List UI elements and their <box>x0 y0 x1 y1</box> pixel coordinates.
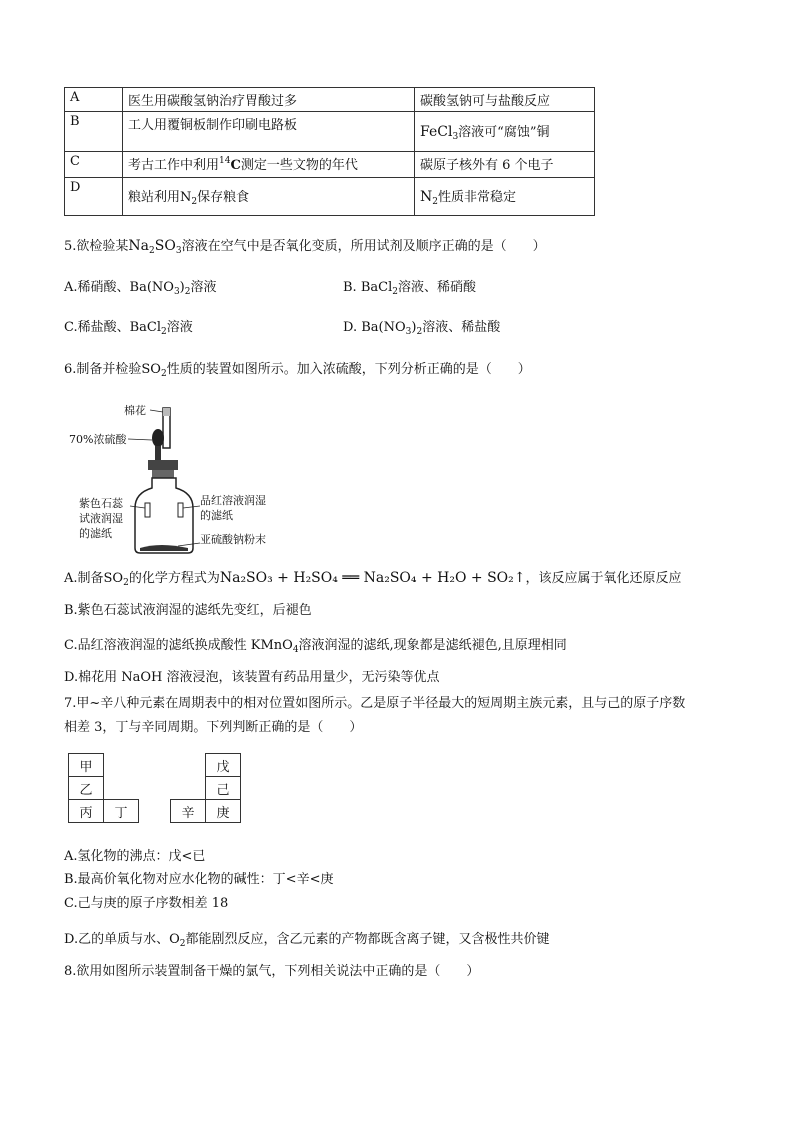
subscript: 3 <box>405 327 412 337</box>
option-text: C.品红溶液润湿的滤纸换成酸性 KMnO <box>64 638 293 653</box>
q7-option-d[interactable] <box>64 931 550 953</box>
row-label: D <box>65 178 123 216</box>
q7-option-c[interactable]: C.己与庚的原子序数相差 18 <box>64 896 229 911</box>
table-row <box>65 112 595 152</box>
subscript: 2 <box>416 327 423 337</box>
q6-option-b[interactable]: B.紫色石蕊试液润湿的滤纸先变红，后褪色 <box>64 603 312 618</box>
empty-cell <box>104 777 139 800</box>
q6-stem <box>64 361 531 383</box>
q5-option-a[interactable] <box>64 279 217 301</box>
subscript: 2 <box>123 578 129 588</box>
row-label: B <box>65 112 123 152</box>
table-row <box>65 152 595 178</box>
label-line: 紫色石蕊 <box>79 497 123 510</box>
option-text: A.稀硝酸、Ba(NO <box>64 280 174 295</box>
row-reason <box>415 112 595 152</box>
leader-line <box>150 410 163 412</box>
litmus-paper <box>145 503 150 517</box>
option-text: A.制备SO <box>64 571 124 586</box>
subscript: 2 <box>392 287 398 297</box>
row-reason <box>415 178 595 216</box>
q5-stem <box>64 237 546 260</box>
q8-stem: 8.欲用如图所示装置制备干燥的氯气，下列相关说法中正确的是（ ） <box>64 964 480 979</box>
q7-option-a[interactable]: A.氢化物的沸点：戊<已 <box>64 849 206 864</box>
row-label: A <box>65 88 123 112</box>
leader-line <box>130 506 145 508</box>
periodic-table-right <box>170 753 241 823</box>
cell-ji: 己 <box>206 777 241 800</box>
empty-cell <box>104 754 139 777</box>
option-text: ，该反应属于氧化还原反应 <box>525 571 682 586</box>
option-text: ) <box>411 320 417 335</box>
action-text: 保存粮食 <box>197 190 250 205</box>
q5-option-b[interactable] <box>343 279 476 301</box>
q6-option-a[interactable] <box>64 569 682 592</box>
fig-label-cotton: 棉花 <box>124 404 146 417</box>
superscript: 14 <box>219 156 231 166</box>
option-text: D.乙的单质与水、O <box>64 932 180 947</box>
label-line: 的滤纸 <box>79 527 112 540</box>
dropper-bulb <box>152 429 164 447</box>
subscript: 3 <box>173 287 180 297</box>
fig-label-powder: 亚硫酸钠粉末 <box>200 533 266 546</box>
option-text: D. Ba(NO <box>343 320 406 335</box>
subscript: 2 <box>432 197 438 207</box>
chem-formula: Na <box>128 238 150 254</box>
q7-stem-line1: 7.甲~辛八种元素在周期表中的相对位置如图所示。乙是原子半径最大的短周期主族元素，且与己的原子序数 <box>64 696 686 711</box>
fig-label-litmus <box>79 496 123 541</box>
subscript: 2 <box>160 369 167 379</box>
option-text: 都能剧烈反应，含乙元素的产物都既含离子键，又含极性共价键 <box>185 932 550 947</box>
action-text: 粮站利用N <box>128 190 192 205</box>
label-line: 的滤纸 <box>200 509 233 522</box>
cell-geng: 庚 <box>206 800 241 823</box>
option-text: ) <box>179 280 185 295</box>
label-line: 试液润湿 <box>79 512 123 525</box>
q6-option-d[interactable]: D.棉花用 NaOH 溶液浸泡，该装置有药品用量少，无污染等优点 <box>64 670 440 685</box>
cell-ding: 丁 <box>104 800 139 823</box>
row-reason: 碳酸氢钠可与盐酸反应 <box>415 88 595 112</box>
cell-xin: 辛 <box>171 800 206 823</box>
option-text: 溶液润湿的滤纸,现象都是滤纸褪色,且原理相同 <box>298 638 567 653</box>
subscript: 2 <box>184 287 191 297</box>
option-text: 的化学方程式为 <box>128 571 220 586</box>
cell-yi: 乙 <box>69 777 104 800</box>
row-action: 医生用碳酸氢钠治疗胃酸过多 <box>123 88 415 112</box>
option-text: 溶液、稀硝酸 <box>397 280 476 295</box>
cell-wu: 戊 <box>206 754 241 777</box>
stopper-neck <box>152 470 174 478</box>
row-reason: 碳原子核外有 6 个电子 <box>415 152 595 178</box>
stem-text: 溶液在空气中是否氧化变质，所用试剂及顺序正确的是（ ） <box>181 239 546 254</box>
option-text: 溶液 <box>166 320 193 335</box>
stopper <box>148 460 178 470</box>
option-text: 溶液 <box>190 280 217 295</box>
leader-line <box>178 543 200 546</box>
subscript: 2 <box>191 197 198 207</box>
q7-option-b[interactable]: B.最高价氧化物对应水化物的碱性：丁<辛<庚 <box>64 872 334 887</box>
chem-equation: Na₂SO₃ + H₂SO₄ ══ Na₂SO₄ + H₂O + SO₂↑ <box>219 570 526 586</box>
action-text: 测定一些文物的年代 <box>240 158 358 173</box>
chem-formula: N <box>420 189 433 205</box>
cell-jia: 甲 <box>69 754 104 777</box>
subscript: 3 <box>175 246 182 256</box>
q4-table <box>64 87 595 216</box>
fig-label-magenta <box>200 493 266 523</box>
stem-text: 6.制备并检验SO <box>64 362 161 377</box>
action-text: 考古工作中利用 <box>128 158 220 173</box>
label-line: 品红溶液润湿 <box>200 494 266 507</box>
row-action <box>123 152 415 178</box>
q5-option-c[interactable] <box>64 319 193 341</box>
cotton-plug <box>163 408 170 416</box>
subscript: 4 <box>292 645 299 655</box>
chem-formula: FeCl <box>420 124 453 140</box>
subscript: 2 <box>161 327 167 337</box>
subscript: 2 <box>149 246 155 256</box>
row-action <box>123 178 415 216</box>
periodic-table-left <box>68 753 139 823</box>
stem-text: 5.欲检验某 <box>64 239 129 254</box>
row-action: 工人用覆铜板制作印刷电路板 <box>123 112 415 152</box>
magenta-paper <box>178 503 183 517</box>
leader-line <box>183 506 200 508</box>
q6-option-c[interactable] <box>64 637 567 659</box>
stem-text: 性质的装置如图所示。加入浓硫酸，下列分析正确的是（ ） <box>166 362 531 377</box>
q5-option-d[interactable] <box>343 319 500 341</box>
option-text: 溶液、稀盐酸 <box>422 320 501 335</box>
reason-text: 性质非常稳定 <box>437 190 516 205</box>
subscript: 3 <box>452 132 459 142</box>
flask <box>135 478 193 553</box>
empty-cell <box>171 754 206 777</box>
empty-cell <box>171 777 206 800</box>
chem-formula: SO <box>154 238 176 254</box>
option-text: C.稀盐酸、BaCl <box>64 320 162 335</box>
leader-line <box>128 439 152 440</box>
table-row <box>65 88 595 112</box>
q7-stem-line2: 相差 3，丁与辛同周期。下列判断正确的是（ ） <box>64 720 363 735</box>
element-symbol: C <box>230 158 241 173</box>
cell-bing: 丙 <box>69 800 104 823</box>
reason-text: 溶液可“腐蚀”铜 <box>458 125 550 140</box>
option-text: B. BaCl <box>343 280 393 295</box>
fig-label-acid: 70%浓硫酸 <box>69 433 127 446</box>
subscript: 2 <box>179 939 186 949</box>
table-row <box>65 178 595 216</box>
row-label: C <box>65 152 123 178</box>
